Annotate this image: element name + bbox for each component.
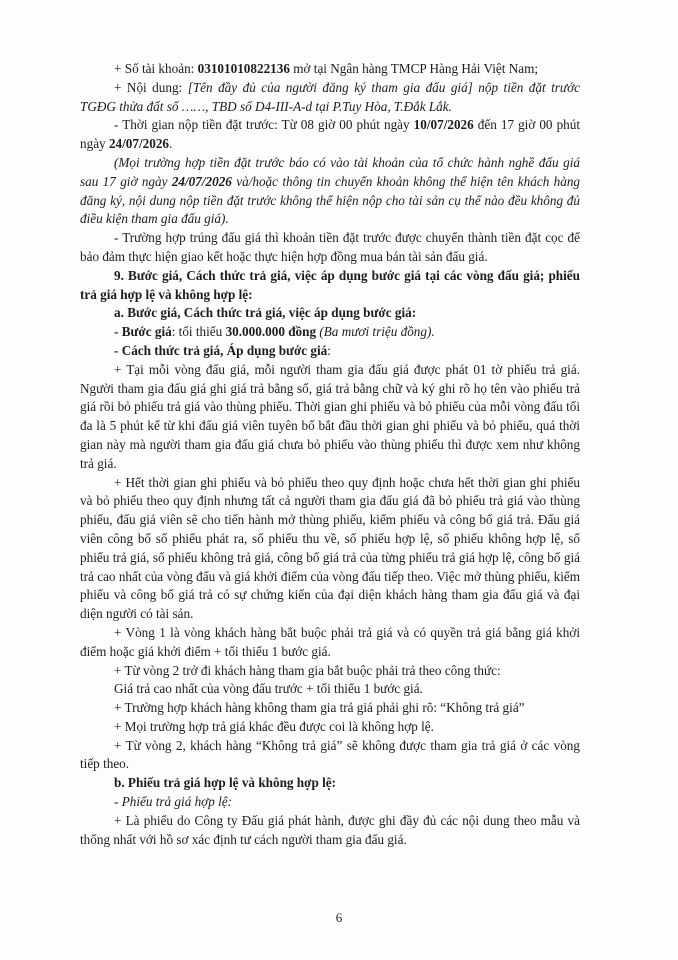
text: - Cách thức trả giá, Áp dụng bước giá: [114, 342, 328, 358]
end-date: 24/07/2026: [108, 136, 170, 152]
bid-step-label: - Bước giá: [114, 324, 172, 340]
section-9-heading: 9. Bước giá, Cách thức trả giá, việc áp dụng bước giá tại các vòng đấu giá; phiếu trả giá hợp lệ và không hợp lệ:: [80, 267, 580, 302]
page-number: 6: [335, 910, 343, 925]
paragraph-excluded: + Từ vòng 2, khách hàng “Không trả giá” sẽ không được tham gia trả giá ở các vòng tiếp theo.: [80, 737, 580, 772]
account-number: 03101010822136: [197, 61, 290, 76]
subsection-b-heading: b. Phiếu trả giá hợp lệ và không hợp lệ:: [114, 775, 336, 791]
text: và/hoặc thông tin chuyển khoản không thể hiện tên khách hàng đăng ký, nội dung nộp tiền đặt trước không thể hiện nộp cho tài sản cụ thể nào đều không đủ điều kiện tham gia đấu giá).: [80, 173, 581, 227]
bidding-method-heading: [80, 342, 580, 361]
bid-step-line: [80, 323, 580, 342]
text: đến 17 giờ 00 phút ngày: [80, 117, 581, 152]
payment-content: [Tên đầy đủ của người đăng ký tham gia đấu giá] nộp tiền đặt trước TGĐG thửa đất số ……, TBD số D4-III-A-d tại P.Tuy Hòa, T.Đắk Lắk.: [80, 79, 581, 114]
paragraph-no-bid: + Trường hợp khách hàng không tham gia trả giá phải ghi rõ: “Không trả giá”: [114, 700, 525, 716]
subsection-a-heading: a. Bước giá, Cách thức trả giá, việc áp dụng bước giá:: [114, 305, 417, 321]
paragraph-invalid: + Mọi trường hợp trả giá khác đều được coi là không hợp lệ.: [114, 718, 434, 734]
bid-step-amount: 30.000.000 đồng: [225, 324, 317, 340]
paragraph-round-2: + Từ vòng 2 trở đi khách hàng tham gia bắt buộc phải trả theo công thức:: [114, 662, 501, 678]
paragraph-valid-ballot: + Là phiếu do Công ty Đấu giá phát hành, được ghi đầy đủ các nội dung theo mẫu và thống nhất với hồ sơ xác định tư cách người tham gia đấu giá.: [80, 812, 580, 847]
valid-ballot-heading: - Phiếu trả giá hợp lệ:: [114, 794, 233, 810]
deadline-date: 24/07/2026: [171, 173, 232, 189]
text: (Mọi trường hợp tiền đặt trước báo có vào tài khoản của tổ chức hành nghề đấu giá sau 17 giờ ngày: [80, 154, 580, 189]
account-number-line: [80, 60, 580, 79]
payment-content-line: [80, 79, 580, 117]
text: + Số tài khoản:: [114, 61, 198, 76]
paragraph-ballot: + Tại mỗi vòng đấu giá, mỗi người tham gia đấu giá được phát 01 tờ phiếu trả giá. Người tham gia đấu giá ghi giá trả bằng số, giá trả bằng chữ và ký ghi rõ họ tên vào phiếu trả giá rồi bỏ phiếu trả giá vào thùng phiếu. Thời gian ghi phiếu và bỏ phiếu của mỗi vòng đấu tối đa là 5 phút kể từ khi đấu giá viên tuyên bố bắt đầu thời gian ghi phiếu và bỏ phiếu, quá thời gian này mà người tham gia đấu giá chưa bỏ phiếu vào thùng phiếu thì được xem như không trả giá.: [80, 361, 580, 471]
text: :: [327, 342, 331, 358]
bid-step-words: (Ba mươi triệu đồng).: [316, 324, 435, 340]
document-body: [80, 60, 580, 849]
winning-deposit-line: - Trường hợp trúng đấu giá thì khoản tiền đặt trước được chuyển thành tiền đặt cọc để bảo đảm thực hiện giao kết hoặc thực hiện hợp đồng mua bán tài sản đấu giá.: [80, 230, 580, 264]
paragraph-counting: + Hết thời gian ghi phiếu và bỏ phiếu theo quy định hoặc chưa hết thời gian ghi phiếu và bỏ phiếu theo quy định nhưng tất cả người tham gia đấu giá đã bỏ phiếu trả giá vào thùng phiếu, đấu giá viên sẽ cho tiến hành mở thùng phiếu, kiểm phiếu và công bố giá trả. Đấu giá viên công bố số phiếu phát ra, số phiếu thu về, số phiếu hợp lệ, số phiếu không hợp lệ, số phiếu trả giá, số phiếu không trả giá, công bố giá trả của từng phiếu trả giá hợp lệ, công bố giá trả cao nhất của vòng đấu và giá khởi điểm của vòng đấu tiếp theo. Việc mở thùng phiếu, kiểm phiếu và công bố giá trả có sự chứng kiến của đại diện khách hàng tham gia đấu giá và đại diện người có tài sản.: [80, 474, 580, 622]
text: .: [169, 136, 173, 152]
text: - Thời gian nộp tiền đặt trước: Từ 08 giờ 00 phút ngày: [114, 117, 414, 133]
start-date: 10/07/2026: [413, 117, 474, 133]
text: mở tại Ngân hàng TMCP Hàng Hải Việt Nam;: [289, 61, 538, 76]
deposit-time-line: [80, 116, 580, 154]
paragraph-round-1: + Vòng 1 là vòng khách hàng bắt buộc phải trả giá và có quyền trả giá bằng giá khởi điểm hoặc giá khởi điểm + tối thiểu 1 bước giá.: [80, 624, 580, 659]
formula-line: Giá trả cao nhất của vòng đấu trước + tối thiểu 1 bước giá.: [114, 681, 423, 697]
text: + Nội dung:: [114, 79, 188, 95]
text: : tối thiểu: [171, 324, 226, 340]
deposit-note: [80, 154, 580, 229]
